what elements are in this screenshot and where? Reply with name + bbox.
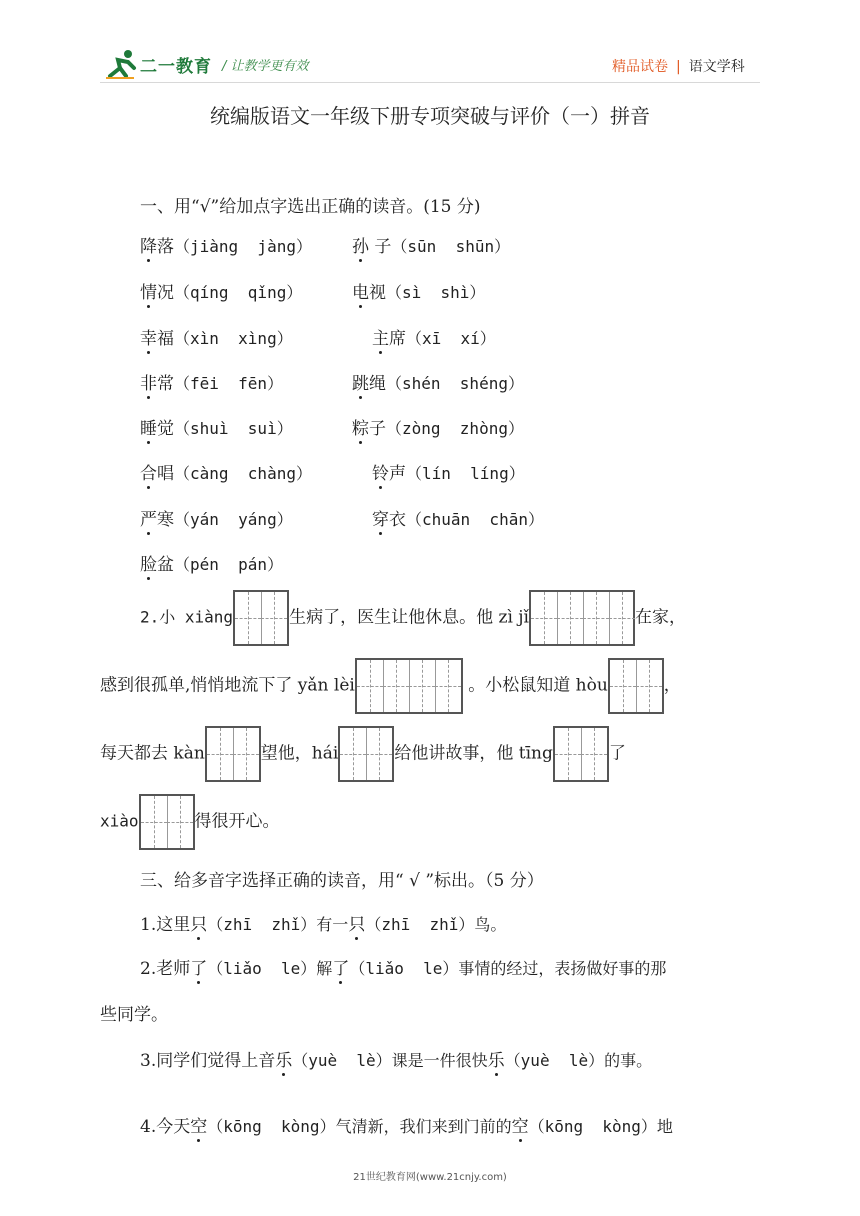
section1-item-0-right <box>352 232 510 257</box>
q4-text-e: （kōng kòng）地 <box>528 1117 673 1136</box>
q2-dotted-char-1: 了 <box>190 954 207 979</box>
section3-q4 <box>140 1112 673 1137</box>
char: 寒 <box>157 510 174 530</box>
dotted-char: 电 <box>352 278 369 303</box>
section1-item-1-left <box>140 278 302 303</box>
q2-text-e: （liǎo le）事情的经过，表扬做好事的那 <box>349 959 667 978</box>
page-title: 统编版语文一年级下册专项突破与评价（一）拼音 <box>210 104 650 128</box>
brand-slogan: / 让教学更有效 <box>222 59 309 74</box>
pinyin-xiao: xiào <box>100 811 139 831</box>
dotted-char: 粽 <box>352 414 369 439</box>
header-separator: | <box>676 59 681 75</box>
char: 席 <box>389 329 406 349</box>
q1-dotted-char-2: 只 <box>348 910 365 935</box>
q2-text-c: （liǎo le）解 <box>207 959 333 978</box>
pinyin-options[interactable]: （shuì suì） <box>174 419 293 438</box>
section2-line3 <box>100 726 626 782</box>
char: 唱 <box>157 464 174 484</box>
q1-text-a: 1.这里 <box>140 915 191 935</box>
char: 子 <box>369 419 386 439</box>
header-quality-label: 精品试卷 <box>612 59 668 75</box>
section1-item-6-right <box>372 505 544 530</box>
char: 况 <box>157 283 174 303</box>
q1-dotted-char-1: 只 <box>190 910 207 935</box>
section2-text-3c: 给他讲故事，他 tīng <box>394 743 553 764</box>
section1-item-3-right <box>352 369 524 394</box>
runner-logo-icon <box>104 48 140 80</box>
q2-text-a: 2.老师 <box>140 959 191 979</box>
q4-dotted-char-1: 空 <box>190 1112 207 1137</box>
dotted-char: 跳 <box>352 369 369 394</box>
pinyin-options[interactable]: （qíng qǐng） <box>174 283 303 302</box>
pinyin-options[interactable]: （zòng zhòng） <box>386 419 524 438</box>
q4-text-c: （kōng kòng）气清新，我们来到门前的 <box>207 1117 512 1136</box>
dotted-char: 降 <box>140 232 157 257</box>
q1-text-c: （zhī zhǐ）有一 <box>207 915 349 934</box>
pinyin-options[interactable]: （sūn shūn） <box>391 237 511 256</box>
section2-text-2b: 。小松鼠知道 hòu <box>468 675 608 696</box>
section3-heading: 三、给多音字选择正确的读音，用“ √ ”标出。（5 分） <box>140 871 544 891</box>
section1-item-4-right <box>352 414 524 439</box>
tianzi-grid-ting[interactable] <box>553 726 609 782</box>
q3-text-c: （yuè lè）课是一件很快 <box>292 1051 488 1070</box>
dotted-char: 合 <box>140 459 157 484</box>
section2-text-2a: 感到很孤单,悄悄地流下了 yǎn lèi <box>100 675 355 696</box>
q3-dotted-char-2: 乐 <box>488 1046 505 1071</box>
pinyin-options[interactable]: （xī xí） <box>406 329 496 348</box>
section1-item-3-left <box>140 369 283 394</box>
tianzi-grid-hou[interactable] <box>608 658 664 714</box>
section2-text-1c: 在家， <box>635 607 686 628</box>
section1-item-6-left <box>140 505 293 530</box>
dotted-char: 睡 <box>140 414 157 439</box>
section2-text-3d: 了 <box>608 743 626 764</box>
char: 常 <box>157 374 174 394</box>
section2-line1 <box>140 590 686 646</box>
tianzi-grid-yanlei[interactable] <box>355 658 463 714</box>
section2-text-3a: 每天都去 kàn <box>100 743 205 764</box>
section2-line4 <box>100 794 280 850</box>
pinyin-options[interactable]: （fēi fēn） <box>174 374 284 393</box>
pinyin-options[interactable]: （chuān chān） <box>406 510 544 529</box>
brand-name: 二一教育 <box>140 57 212 77</box>
char: 声 <box>389 464 406 484</box>
tianzi-grid-xiao[interactable] <box>139 794 195 850</box>
section1-item-0-left <box>140 232 312 257</box>
dotted-char: 脸 <box>140 550 157 575</box>
dotted-char: 主 <box>372 324 389 349</box>
pinyin-options[interactable]: （yán yáng） <box>174 510 293 529</box>
dotted-char: 幸 <box>140 324 157 349</box>
q3-dotted-char-1: 乐 <box>275 1046 292 1071</box>
dotted-char: 严 <box>140 505 157 530</box>
section1-item-7-left <box>140 550 283 575</box>
section1-item-5-left <box>140 459 312 484</box>
section3-q2-cont: 些同学。 <box>100 1005 168 1025</box>
pinyin-options[interactable]: （lín líng） <box>406 464 525 483</box>
char: 福 <box>157 329 174 349</box>
tianzi-grid-xiang[interactable] <box>233 590 289 646</box>
tianzi-grid-ziji[interactable] <box>529 590 635 646</box>
char: 绳 <box>369 374 386 394</box>
q1-text-e: （zhī zhǐ）鸟。 <box>365 915 507 934</box>
section1-heading: 一、用“√”给加点字选出正确的读音。(15 分) <box>140 197 481 217</box>
pinyin-options[interactable]: （càng chàng） <box>174 464 312 483</box>
q2-dotted-char-2: 了 <box>332 954 349 979</box>
header-category <box>612 56 745 76</box>
section1-item-4-left <box>140 414 293 439</box>
section2-line2 <box>100 658 681 714</box>
section2-text-4b: 得很开心。 <box>194 811 280 832</box>
section1-item-1-right <box>352 278 485 303</box>
pinyin-options[interactable]: （jiàng jàng） <box>174 237 312 256</box>
dotted-char: 穿 <box>372 505 389 530</box>
dotted-char: 情 <box>140 278 157 303</box>
header-subject-label: 语文学科 <box>688 59 745 75</box>
tianzi-grid-hai[interactable] <box>338 726 394 782</box>
q3-text-a: 3.同学们觉得上音 <box>140 1051 276 1071</box>
page-footer: 21世纪教育网(www.21cnjy.com) <box>353 1172 507 1183</box>
char: 子 <box>369 237 392 257</box>
char: 落 <box>157 237 174 257</box>
header-divider <box>100 82 760 83</box>
q3-text-e: （yuè lè）的事。 <box>504 1051 653 1070</box>
char: 觉 <box>157 419 174 439</box>
section3-q3 <box>140 1046 652 1071</box>
section2-text-2c: ， <box>663 675 681 696</box>
char: 视 <box>369 283 386 303</box>
q4-dotted-char-2: 空 <box>512 1112 529 1137</box>
section2-text-3b: 望他，hái <box>260 743 339 764</box>
dotted-char: 孙 <box>352 232 369 257</box>
q4-text-a: 4.今天 <box>140 1117 191 1137</box>
pinyin-options[interactable]: （pén pán） <box>174 555 284 574</box>
tianzi-grid-kan[interactable] <box>205 726 261 782</box>
section3-q1 <box>140 910 506 935</box>
char: 衣 <box>389 510 406 530</box>
dotted-char: 铃 <box>372 459 389 484</box>
pinyin-options[interactable]: （shén shéng） <box>386 374 524 393</box>
section1-item-2-right <box>372 324 496 349</box>
dotted-char: 非 <box>140 369 157 394</box>
pinyin-options[interactable]: （xìn xìng） <box>174 329 293 348</box>
pinyin-options[interactable]: （sì shì） <box>386 283 486 302</box>
char: 盆 <box>157 555 174 575</box>
section1-item-2-left <box>140 324 293 349</box>
pinyin-xiang: 2.小 xiàng <box>140 607 234 627</box>
section2-text-1b: 生病了，医生让他休息。他 zì jǐ <box>289 607 529 628</box>
section3-q2 <box>140 954 666 979</box>
section1-item-5-right <box>372 459 525 484</box>
